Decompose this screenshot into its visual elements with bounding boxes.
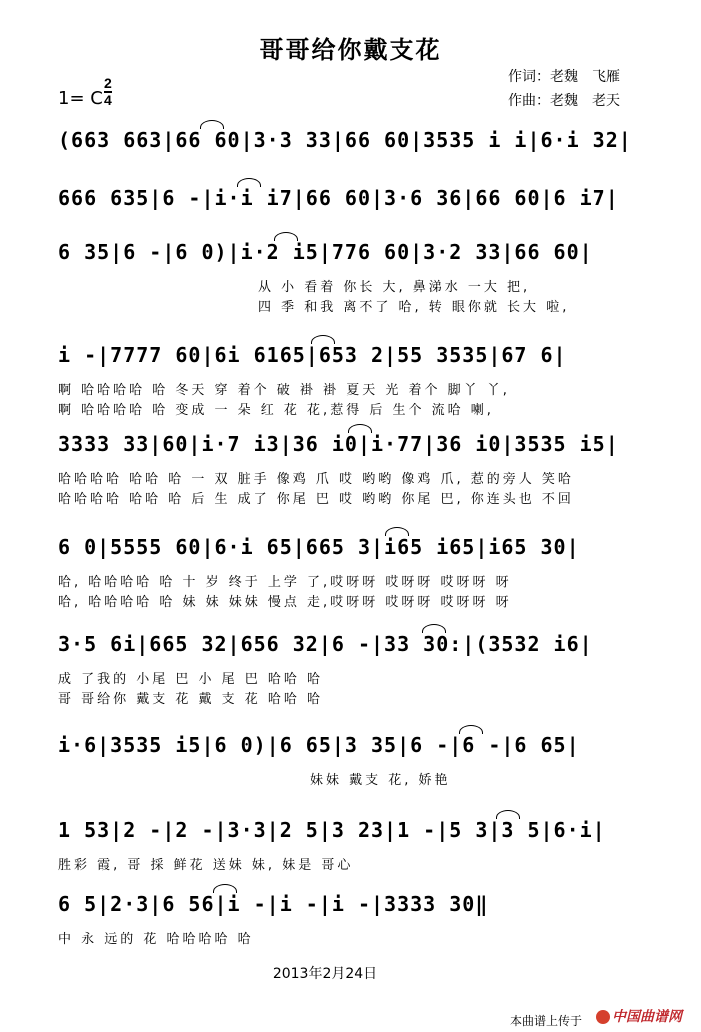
notation-row: 6 35|6 -|6 0)|i·2 i5|776 60|3·2 33|66 60| (58, 240, 593, 264)
notation-row: 6 0|5555 60|6·i 65|665 3|i65 i65|i65 30| (58, 535, 580, 559)
time-signature (104, 76, 112, 108)
lyric-verse-2: 啊 哈哈哈哈 哈 变成 一 朵 红 花 花,惹得 后 生个 流哈 喇, (58, 403, 494, 418)
tie-mark (496, 810, 520, 819)
tie-mark (311, 335, 335, 344)
upload-note: 本曲谱上传于 (510, 1014, 583, 1028)
tie-mark (348, 424, 372, 433)
lyric-verse-1: 妹妹 戴支 花, 娇艳 (310, 773, 451, 788)
site-logo-text: 中国曲谱网 (612, 1009, 682, 1025)
tie-mark (422, 624, 446, 633)
tie-mark (213, 884, 237, 893)
lyric-verse-1: 哈哈哈哈 哈哈 哈 一 双 脏手 像鸡 爪 哎 哟哟 像鸡 爪, 惹的旁人 笑哈 (58, 472, 574, 487)
logo-icon (596, 1010, 610, 1024)
lyric-verse-2: 哈哈哈哈 哈哈 哈 后 生 成了 你尾 巴 哎 哟哟 你尾 巴, 你连头也 不回 (58, 492, 574, 507)
lyric-verse-1: 从 小 看着 你长 大, 鼻涕水 一大 把, (258, 280, 531, 295)
notation-row: i·6|3535 i5|6 0)|6 65|3 35|6 -|6 -|6 65| (58, 733, 580, 757)
lyric-verse-1: 哈, 哈哈哈哈 哈 十 岁 终于 上学 了,哎呀呀 哎呀呀 哎呀呀 呀 (58, 575, 512, 590)
score-line (0, 892, 701, 1024)
lyricist-credit: 作词：老魏 飞雁 (508, 69, 620, 85)
notation-row: 6 5|2·3|6 56|i -|i -|i -|3333 30‖ (58, 892, 489, 916)
notation-row: i -|7777 60|6i 6165|653 2|55 3535|67 6| (58, 343, 567, 367)
composer-credit: 作曲：老魏 老天 (508, 93, 620, 109)
tie-mark (237, 178, 261, 187)
tie-mark (459, 725, 483, 734)
time-signature-top: 2 (104, 75, 112, 91)
lyric-verse-1: 中 永 远的 花 哈哈哈哈 哈 (58, 932, 254, 947)
key-signature: 1= C (58, 88, 103, 109)
site-logo[interactable] (596, 1006, 682, 1026)
lyric-verse-1: 成 了我的 小尾 巴 小 尾 巴 哈哈 哈 (58, 672, 324, 687)
time-signature-bottom: 4 (104, 92, 112, 108)
notation-row: 666 635|6 -|i·i i7|66 60|3·6 36|66 60|6 i7| (58, 186, 619, 210)
lyric-verse-1: 啊 哈哈哈哈 哈 冬天 穿 着个 破 褂 褂 夏天 光 着个 脚丫 丫, (58, 383, 510, 398)
notation-row: 1 53|2 -|2 -|3·3|2 5|3 23|1 -|5 3|3 5|6·i| (58, 818, 606, 842)
notation-row: (663 663|66 60|3·3 33|66 60|3535 i i|6·i 32| (58, 128, 632, 152)
page-title: 哥哥给你戴支花 (259, 36, 442, 64)
lyric-verse-2: 哥 哥给你 戴支 花 戴 支 花 哈哈 哈 (58, 692, 324, 707)
tie-mark (200, 120, 224, 129)
notation-row: 3·5 6i|665 32|656 32|6 -|33 30:|(3532 i6| (58, 632, 593, 656)
date: 2013年2月24日 (272, 966, 378, 982)
lyric-verse-2: 四 季 和我 离不了 哈, 转 眼你就 长大 啦, (258, 300, 570, 315)
lyric-verse-1: 胜彩 霞, 哥 採 鲜花 送妹 妹, 妹是 哥心 (58, 858, 354, 873)
tie-mark (274, 232, 298, 241)
lyric-verse-2: 哈, 哈哈哈哈 哈 妹 妹 妹妹 慢点 走,哎呀呀 哎呀呀 哎呀呀 呀 (58, 595, 512, 610)
notation-row: 3333 33|60|i·7 i3|36 i0|i·77|36 i0|3535 i5| (58, 432, 619, 456)
tie-mark (385, 527, 409, 536)
